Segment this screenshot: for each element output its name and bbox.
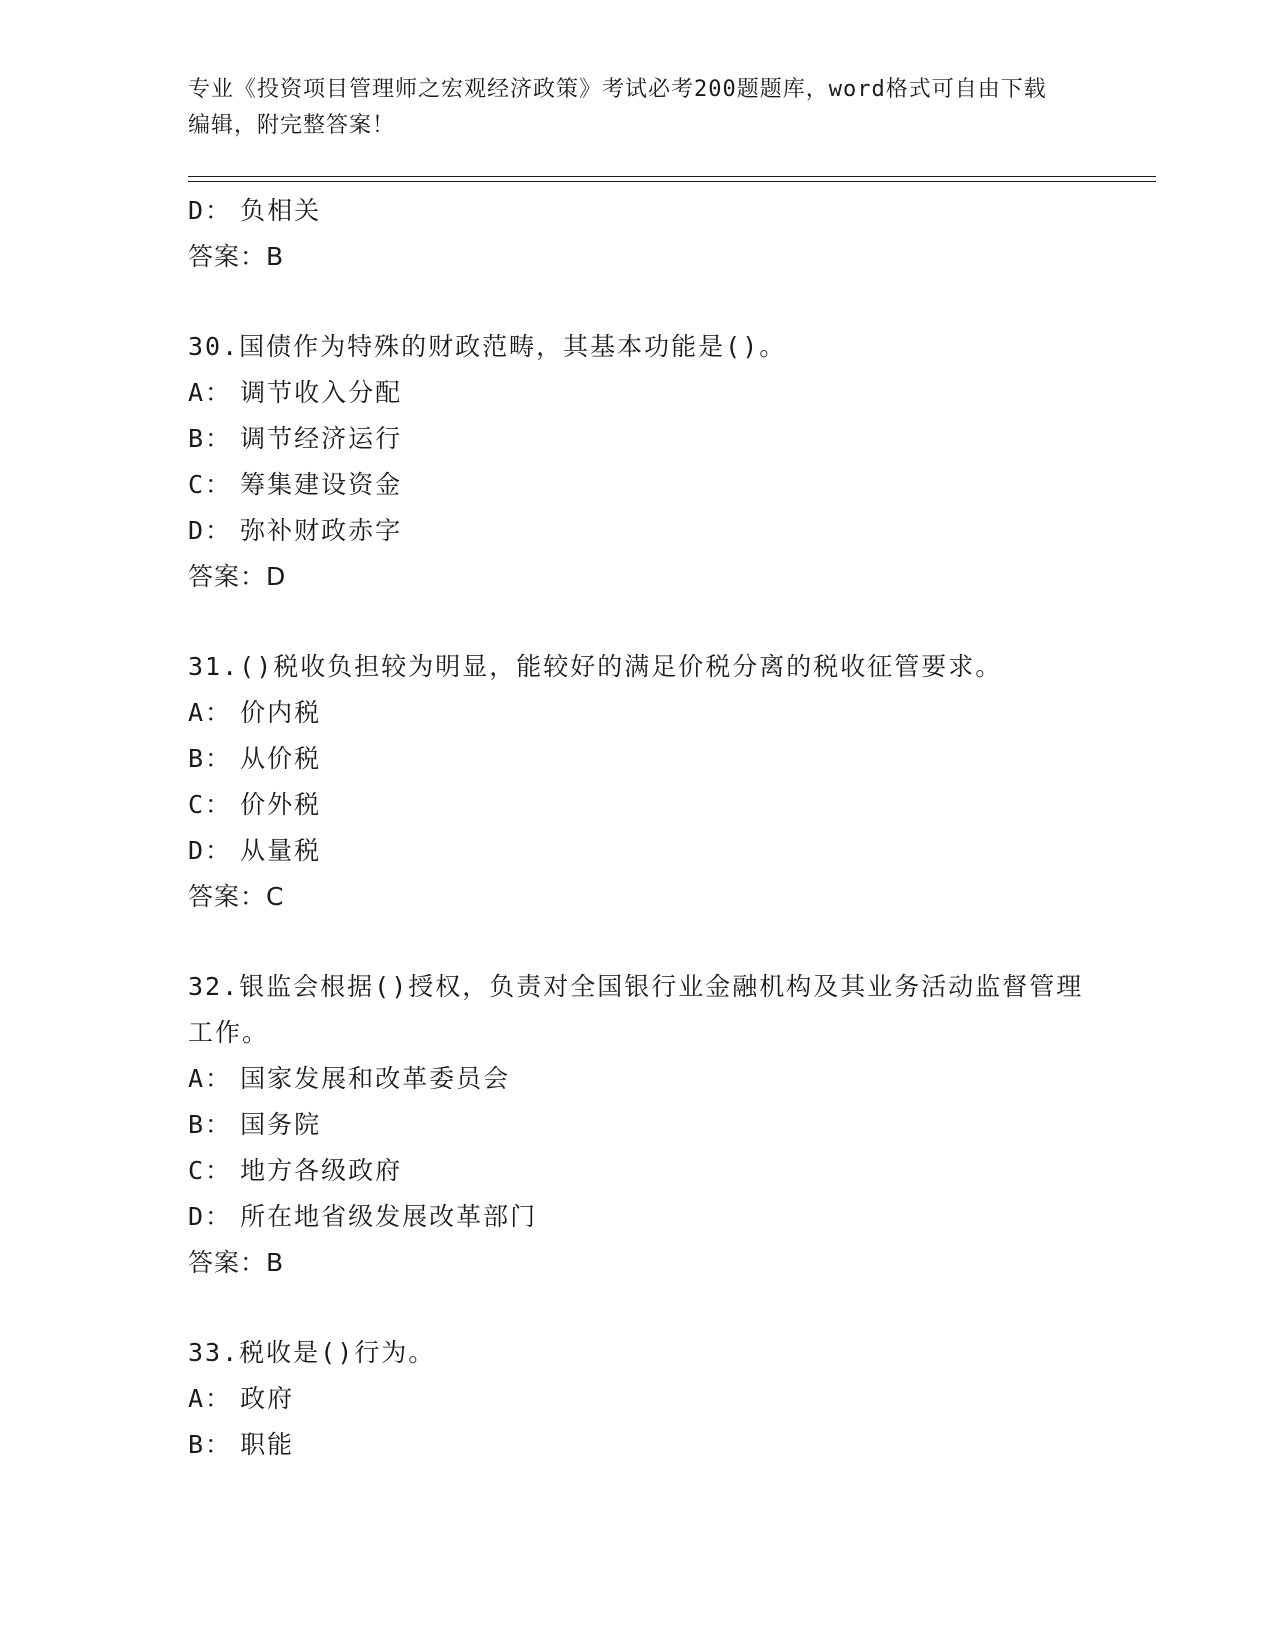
- option-label: B：: [188, 1110, 233, 1139]
- option-text: 国家发展和改革委员会: [240, 1064, 511, 1093]
- question-stem: 33.税收是()行为。: [188, 1338, 436, 1367]
- option-b: [188, 1102, 1088, 1148]
- question-32: [188, 964, 1088, 1286]
- option-text: 从价税: [240, 744, 322, 773]
- option-text: 价外税: [240, 790, 322, 819]
- option-text: 调节收入分配: [240, 378, 403, 407]
- option-d: [188, 1194, 1088, 1240]
- option-label: B：: [188, 424, 233, 453]
- option-b: [188, 1422, 1088, 1468]
- option-label: C：: [188, 470, 233, 499]
- option-label: B：: [188, 744, 233, 773]
- question-stem: 32.银监会根据()授权，负责对全国银行业金融机构及其业务活动监督管理工作。: [188, 972, 1084, 1047]
- question-31: [188, 644, 1088, 920]
- answer: 答案：C: [188, 882, 285, 911]
- option-label: A：: [188, 698, 233, 727]
- option-text: 政府: [240, 1384, 295, 1413]
- option-text: 地方各级政府: [240, 1156, 403, 1185]
- option-b: [188, 736, 1088, 782]
- option-label: A：: [188, 1064, 233, 1093]
- option-c: [188, 782, 1088, 828]
- option-text: 职能: [240, 1430, 295, 1459]
- option-text: 负相关: [240, 196, 322, 225]
- option-text: 所在地省级发展改革部门: [240, 1202, 538, 1231]
- option-text: 价内税: [240, 698, 322, 727]
- prev-option-d: [188, 188, 1088, 234]
- option-text: 弥补财政赤字: [240, 516, 403, 545]
- question-list: [188, 188, 1088, 1468]
- question-stem: 31.()税收负担较为明显，能较好的满足价税分离的税收征管要求。: [188, 652, 1003, 681]
- question-stem: 30.国债作为特殊的财政范畴，其基本功能是()。: [188, 332, 787, 361]
- option-c: [188, 462, 1088, 508]
- option-label: C：: [188, 1156, 233, 1185]
- option-label: D：: [188, 516, 233, 545]
- option-c: [188, 1148, 1088, 1194]
- header-rule-top: [188, 176, 1156, 177]
- prev-answer: 答案：B: [188, 242, 285, 271]
- option-label: A：: [188, 378, 233, 407]
- option-d: [188, 828, 1088, 874]
- option-d: [188, 508, 1088, 554]
- option-a: [188, 690, 1088, 736]
- option-label: B：: [188, 1430, 233, 1459]
- option-label: D：: [188, 836, 233, 865]
- question-33: [188, 1330, 1088, 1468]
- option-b: [188, 416, 1088, 462]
- option-text: 国务院: [240, 1110, 322, 1139]
- document-header: 专业《投资项目管理师之宏观经济政策》考试必考200题题库，word格式可自由下载编辑，附完整答案！: [188, 77, 1047, 138]
- option-a: [188, 370, 1088, 416]
- option-text: 调节经济运行: [240, 424, 403, 453]
- option-label: C：: [188, 790, 233, 819]
- header-rule-bottom: [188, 181, 1156, 182]
- option-label: D：: [188, 196, 233, 225]
- option-label: D：: [188, 1202, 233, 1231]
- answer: 答案：D: [188, 562, 287, 591]
- answer: 答案：B: [188, 1248, 285, 1277]
- option-a: [188, 1376, 1088, 1422]
- option-label: A：: [188, 1384, 233, 1413]
- option-text: 筹集建设资金: [240, 470, 403, 499]
- option-text: 从量税: [240, 836, 322, 865]
- option-a: [188, 1056, 1088, 1102]
- question-30: [188, 324, 1088, 600]
